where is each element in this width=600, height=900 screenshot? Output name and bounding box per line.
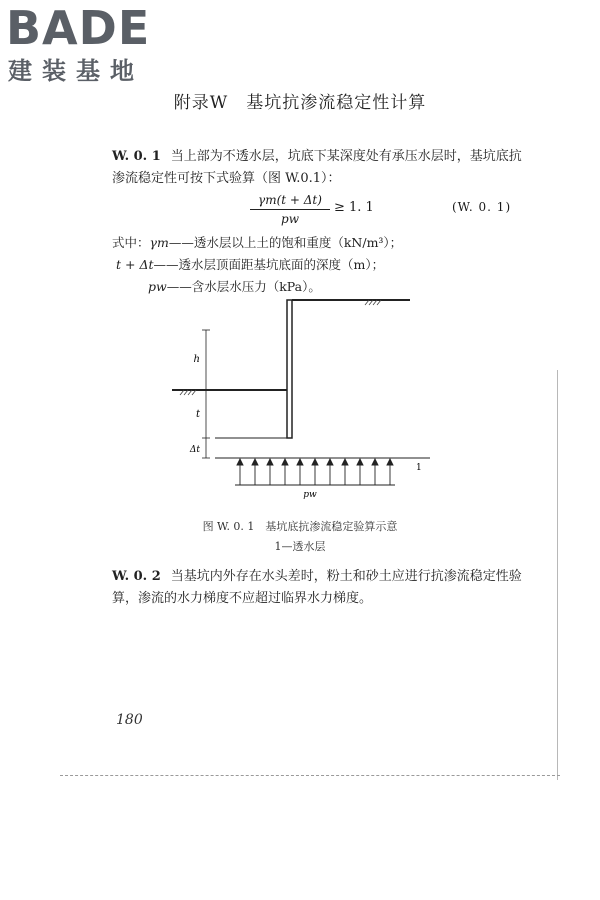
label-h: h: [193, 354, 200, 365]
appendix-title: 附录W 基坑抗渗流稳定性计算: [173, 93, 427, 113]
definition-dash: ——: [166, 279, 192, 294]
clause-w02: [112, 566, 522, 610]
definition-row: [112, 232, 532, 254]
symbol-definitions: [112, 232, 532, 298]
figure-caption: 图 W. 0. 1 基坑底抗渗流稳定验算示意: [202, 520, 398, 533]
definition-text: 含水层水压力（kPa）。: [191, 279, 321, 294]
definition-row: [112, 254, 532, 276]
brand-logo: [6, 2, 176, 90]
formula-w01: [240, 192, 540, 232]
scan-bottom-rule: [60, 775, 560, 776]
formula-numerator: γm(t + Δt): [258, 193, 322, 207]
logo-word: BADE: [6, 1, 151, 55]
label-layer-1: 1: [416, 463, 422, 473]
label-pw: pw: [303, 490, 317, 500]
clause-w01: [112, 146, 522, 190]
label-delta-t: Δt: [189, 445, 200, 455]
definitions-prefix: 式中：: [112, 235, 150, 250]
definition-text: 透水层以上土的饱和重度（kN/m³）；: [193, 235, 403, 250]
definition-symbol: pw: [148, 279, 167, 294]
definition-dash: ——: [168, 235, 194, 250]
formula-fraction: [250, 192, 330, 227]
water-pressure-arrows: [237, 459, 393, 485]
definition-text: 透水层顶面距基坑底面的深度（m）；: [178, 257, 385, 272]
formula-relation: ≥ 1. 1: [334, 200, 374, 215]
scan-edge-line: [557, 370, 558, 780]
definition-symbol: t + Δt: [116, 257, 154, 272]
definition-symbol: γm: [149, 235, 169, 250]
clause-w02-number: W. 0. 2: [112, 569, 161, 584]
excavation-diagram: [160, 290, 440, 510]
retaining-wall: [287, 300, 292, 438]
figure-legend: 1—透水层: [274, 540, 326, 553]
label-t: t: [195, 409, 200, 420]
clause-w02-text: 当基坑内外存在水头差时，粉土和砂土应进行抗渗流稳定性验算，渗流的水力梯度不应超过临界水力梯度。: [112, 569, 522, 606]
logo-chinese: 建装基地: [8, 57, 144, 85]
clause-w01-number: W. 0. 1: [112, 149, 161, 164]
formula-number: (W. 0. 1): [452, 200, 512, 214]
fraction-bar: [250, 209, 330, 210]
formula-denominator: pw: [281, 212, 299, 226]
definition-dash: ——: [153, 257, 179, 272]
clause-w01-text: 当上部为不透水层，坑底下某深度处有承压水层时，基坑底抗渗流稳定性可按下式验算（图 W.0.1）：: [112, 149, 522, 186]
page-number: 180: [116, 712, 143, 728]
